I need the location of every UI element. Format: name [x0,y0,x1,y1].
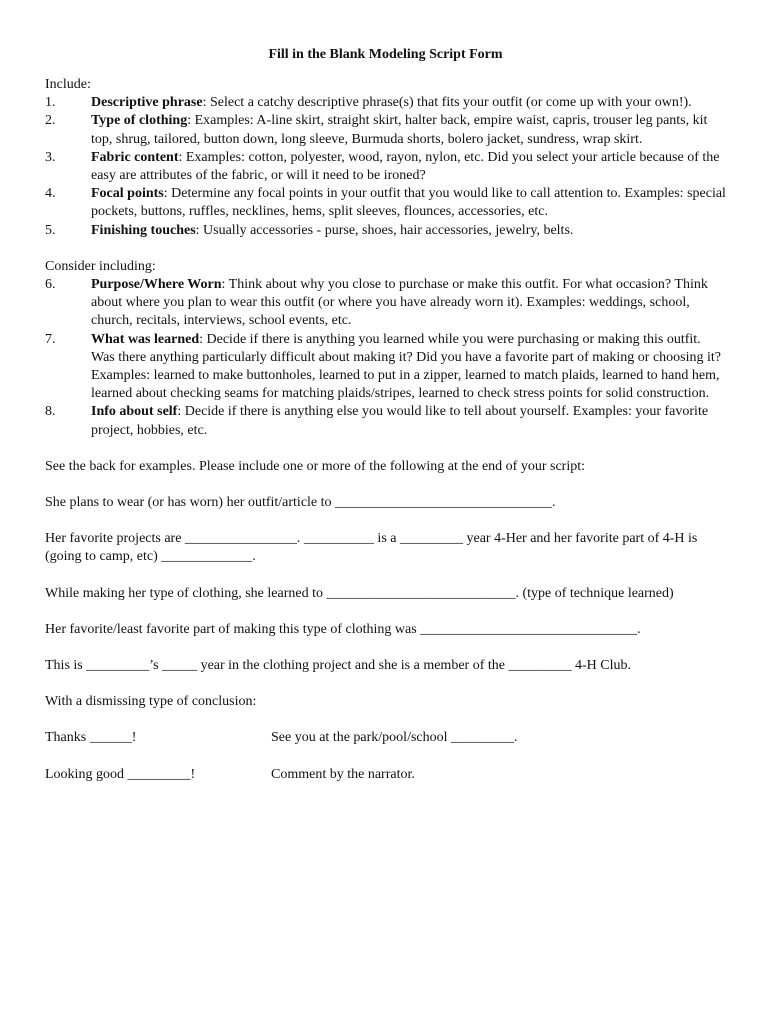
conclusion-heading: With a dismissing type of conclusion: [45,694,257,710]
conclusion-right: See you at the park/pool/school _________. [271,730,518,746]
conclusion-left: Looking good _________! [45,766,196,782]
item-number: 1. [45,95,56,111]
item-text: : Decide if there is anything you learned while you were purchasing or making this outfit. Was there anything particularly difficult about making it? Did you have a favorite part of making or choosing it? Examples: learned to make buttonholes, learned to put in a zipper, learned to match plaids, learned to hand hem, learned about checking seams for matching plaids/stripes, learned to check stress points for solid construction. [91,331,721,402]
item-text: : Determine any focal points in your outfit that you would like to call attention to. Examples: special pockets, buttons, ruffles, necklines, hems, split sleeves, flounces, accessories, etc. [91,186,726,220]
conclusion-row [45,766,726,784]
script-line-learned: While making her type of clothing, she learned to ___________________________. (type of technique learned) [45,585,674,601]
list-item [45,94,726,112]
item-term: Purpose/Where Worn [91,277,222,293]
back-note: See the back for examples. Please include one or more of the following at the end of your script: [45,458,585,474]
item-term: Finishing touches [91,222,196,238]
conclusion-right: Comment by the narrator. [271,766,415,782]
item-text: : Select a catchy descriptive phrase(s) that fits your outfit (or come up with your own!). [202,95,692,111]
item-number: 2. [45,113,56,129]
item-term: Focal points [91,186,164,202]
conclusion-left: Thanks ______! [45,730,137,746]
item-term: Info about self [91,404,178,420]
item-text: : Decide if there is anything else you would like to tell about yourself. Examples: your favorite project, hobbies, etc. [91,404,709,438]
include-list [45,94,726,240]
script-line-club: This is _________’s _____ year in the clothing project and she is a member of the _________ 4-H Club. [45,658,631,674]
list-item [45,331,726,404]
item-number: 6. [45,277,56,293]
script-line-favorite-projects: Her favorite projects are ________________. __________ is a _________ year 4-Her and her favorite part of 4-H is (going to camp, etc) _____________. [45,531,698,565]
item-number: 3. [45,149,56,165]
item-number: 5. [45,222,56,238]
list-item [45,403,726,439]
conclusion-row [45,729,726,747]
script-line-wear: She plans to wear (or has worn) her outfit/article to _______________________________. [45,495,556,511]
item-number: 4. [45,186,56,202]
consider-heading: Consider including: [45,258,156,274]
list-item [45,222,726,240]
item-text: : Examples: cotton, polyester, wood, rayon, nylon, etc. Did you select your article because of the easy are attributes of the fabric, or will it need to be ironed? [91,149,720,184]
list-item [45,185,726,221]
list-item [45,112,726,148]
item-number: 8. [45,404,56,420]
consider-list [45,276,726,440]
page-title: Fill in the Blank Modeling Script Form [268,47,503,62]
item-term: Type of clothing [91,113,188,129]
script-line-favorite-part: Her favorite/least favorite part of making this type of clothing was _______________________________. [45,621,641,637]
item-term: Descriptive phrase [91,95,203,111]
item-number: 7. [45,331,56,347]
list-item [45,149,726,185]
item-term: What was learned [91,331,200,347]
item-text: : Examples: A-line skirt, straight skirt, halter back, empire waist, capris, trouser leg pants, kit top, shrug, tailored, button down, long sleeve, Burmuda shorts, bolero jacket, sundress, wrap skirt. [91,113,708,147]
list-item [45,276,726,331]
item-text: : Usually accessories - purse, shoes, hair accessories, jewelry, belts. [195,222,574,238]
item-term: Fabric content [91,149,179,165]
include-heading: Include: [45,77,91,92]
item-text: : Think about why you close to purchase or make this outfit. For what occasion? Think about where you plan to wear this outfit (or where you have already worn it). Examples: weddings, school, church, recitals, interviews, school events, etc. [91,277,708,329]
